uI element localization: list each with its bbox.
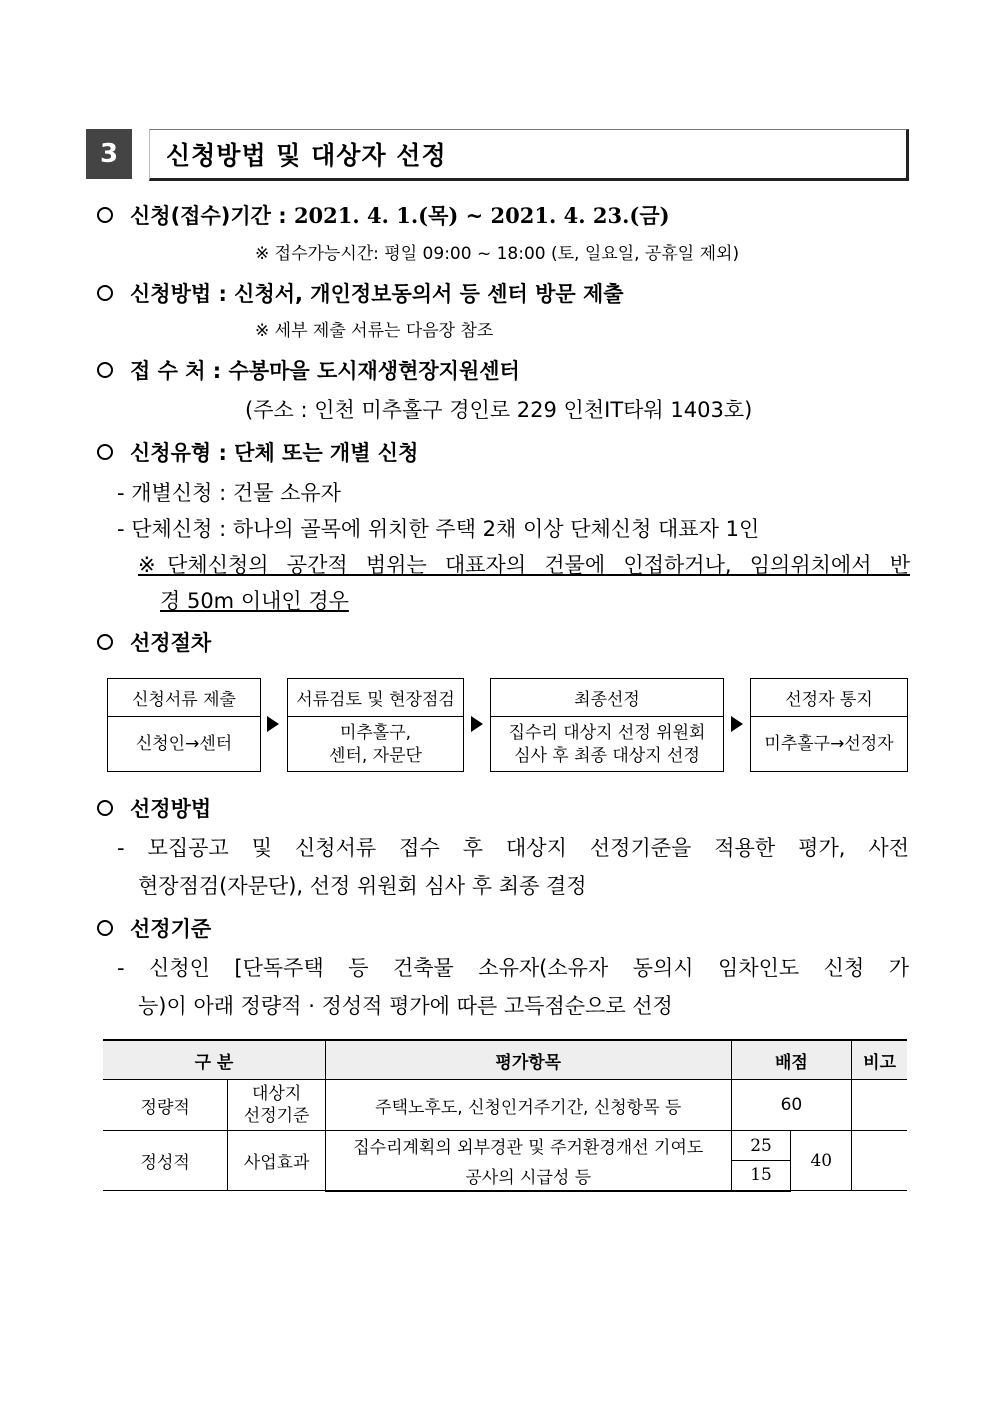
flow-step-body-line: 센터, 자문단 xyxy=(329,745,422,766)
flow-step-body xyxy=(751,717,907,772)
procedure-label: 선정절차 xyxy=(130,631,212,655)
office-line: 접 수 처 : 수봉마을 도시재생현장지원센터 xyxy=(130,359,520,383)
bullet-circle-icon xyxy=(97,444,113,460)
bullet-circle-icon xyxy=(97,207,113,223)
method2-line2: 현장점검(자문단), 선정 위원회 심사 후 최종 결정 xyxy=(138,874,587,898)
flow-step-4 xyxy=(750,678,908,772)
criteria-table xyxy=(103,1039,907,1192)
cell-item: 집수리계획의 외부경관 및 주거환경개선 기여도 xyxy=(325,1131,731,1161)
type-group: - 단체신청 : 하나의 골목에 위치한 주택 2채 이상 단체신청 대표자 1인 xyxy=(117,517,760,541)
cell-subcategory-line: 대상지 xyxy=(251,1084,302,1104)
flow-step-head: 선정자 통지 xyxy=(751,679,907,717)
cell-subcategory: 사업효과 xyxy=(228,1131,326,1191)
flow-step-body xyxy=(288,717,463,772)
section-title: 신청방법 및 대상자 선정 xyxy=(166,141,447,170)
flow-step-head: 최종선정 xyxy=(491,679,723,717)
flow-step-body xyxy=(108,717,260,772)
method2-line1: - 모집공고 및 신청서류 접수 후 대상지 선정기준을 적용한 평가, 사전 xyxy=(117,836,909,860)
type-note-line2: 경 50m 이내인 경우 xyxy=(160,589,349,613)
arrow-right-icon xyxy=(471,716,483,732)
cell-remark xyxy=(852,1080,907,1131)
cell-score: 60 xyxy=(731,1080,852,1131)
bullet-circle-icon xyxy=(97,362,113,378)
flow-step-body xyxy=(491,717,723,772)
table-header-row xyxy=(103,1040,907,1080)
flow-step-2 xyxy=(287,678,464,772)
cell-category: 정성적 xyxy=(103,1131,228,1191)
criteria-label: 선정기준 xyxy=(130,917,212,941)
cell-subcategory xyxy=(228,1080,326,1131)
section-number xyxy=(86,129,132,179)
cell-category: 정량적 xyxy=(103,1080,228,1131)
cell-score: 15 xyxy=(731,1161,791,1191)
type-individual: - 개별신청 : 건물 소유자 xyxy=(117,481,341,505)
flow-step-3 xyxy=(490,678,724,772)
period-note: ※ 접수가능시간: 평일 09:00 ~ 18:00 (토, 일요일, 공휴일 제외) xyxy=(255,244,740,264)
arrow-right-icon xyxy=(267,716,279,732)
period-label: 신청(접수)기간 : xyxy=(130,204,294,228)
cell-score-total: 40 xyxy=(791,1131,852,1191)
period-line xyxy=(130,200,670,230)
office-address: (주소 : 인천 미추홀구 경인로 229 인천IT타워 1403호) xyxy=(245,398,753,422)
flow-step-body-line: 신청인→센터 xyxy=(135,734,233,754)
method-note: ※ 세부 제출 서류는 다음장 참조 xyxy=(255,321,494,341)
cell-remark xyxy=(852,1131,907,1191)
arrow-right-icon xyxy=(731,716,743,732)
table-row xyxy=(103,1131,907,1161)
bullet-circle-icon xyxy=(97,800,113,816)
bullet-circle-icon xyxy=(97,634,113,650)
header-remark: 비고 xyxy=(852,1040,907,1080)
flow-step-body-line: 미추홀구, xyxy=(339,722,412,743)
flow-step-head: 서류검토 및 현장점검 xyxy=(288,679,463,717)
flow-step-head: 신청서류 제출 xyxy=(108,679,260,717)
bullet-circle-icon xyxy=(97,920,113,936)
flow-step-body-line: 미추홀구→선정자 xyxy=(764,734,894,754)
section-header xyxy=(149,129,909,181)
table-row xyxy=(103,1080,907,1131)
cell-subcategory-line: 선정기준 xyxy=(243,1106,310,1126)
cell-item: 공사의 시급성 등 xyxy=(325,1161,731,1191)
header-item: 평가항목 xyxy=(325,1040,731,1080)
header-score: 배점 xyxy=(731,1040,852,1080)
type-line: 신청유형 : 단체 또는 개별 신청 xyxy=(130,441,419,465)
flow-step-body-line: 집수리 대상지 선정 위원회 xyxy=(508,722,706,743)
flow-step-body-line: 심사 후 최종 대상지 선정 xyxy=(514,745,700,766)
method-line: 신청방법 : 신청서, 개인정보동의서 등 센터 방문 제출 xyxy=(130,282,624,306)
criteria-line1: - 신청인 [단독주택 등 건축물 소유자(소유자 동의시 임차인도 신청 가 xyxy=(117,956,909,980)
cell-score: 25 xyxy=(731,1131,791,1161)
criteria-line2: 능)이 아래 정량적 · 정성적 평가에 따른 고득점순으로 선정 xyxy=(138,994,673,1018)
bullet-circle-icon xyxy=(97,285,113,301)
method2-label: 선정방법 xyxy=(130,797,212,821)
section-number-text: 3 xyxy=(99,139,119,169)
cell-item: 주택노후도, 신청인거주기간, 신청항목 등 xyxy=(325,1080,731,1131)
period-value: 2021. 4. 1.(목) ~ 2021. 4. 23.(금) xyxy=(293,203,670,228)
flow-step-1 xyxy=(107,678,261,772)
type-note-line1: ※단체신청의 공간적 범위는 대표자의 건물에 인접하거나, 임의위치에서 반 xyxy=(138,553,910,577)
header-category: 구 분 xyxy=(103,1040,325,1080)
